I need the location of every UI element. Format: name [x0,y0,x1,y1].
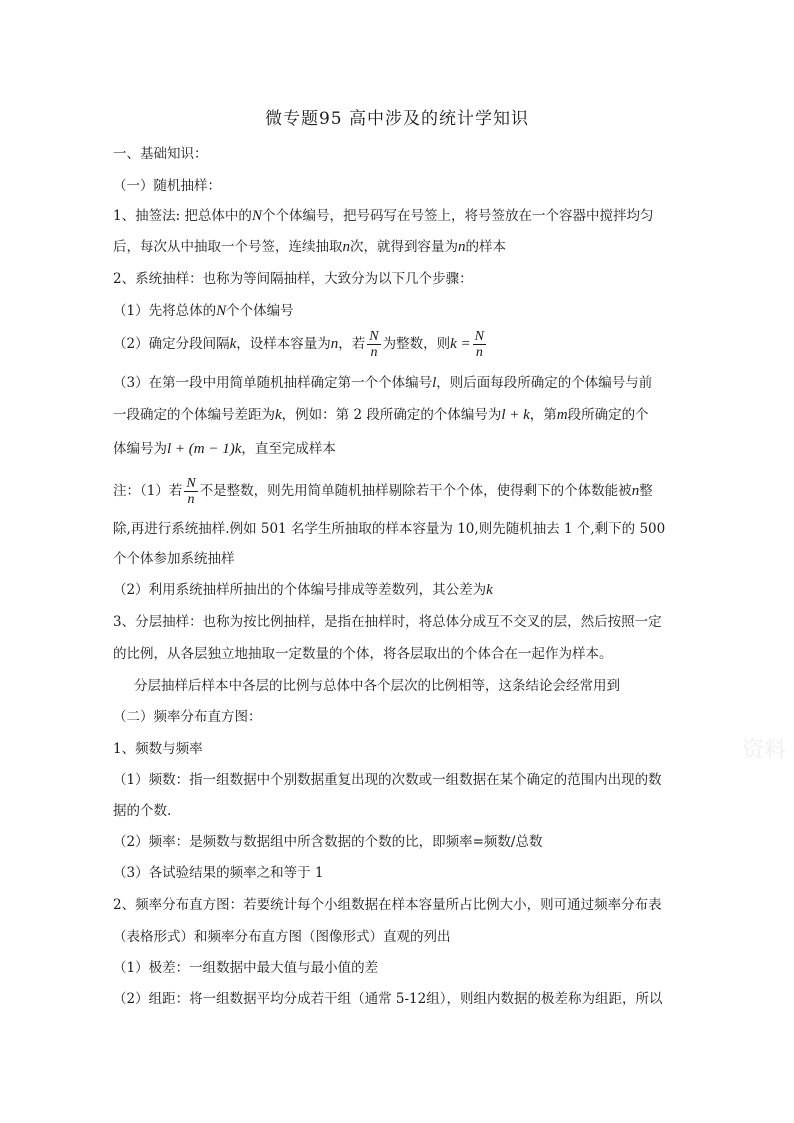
math-l-plus-m-minus-1-k: l + (m − 1)k [167,441,242,457]
paragraph-stratified-2: 的比例，从各层独立地抽取一定数量的个体，将各层取出的个体合在一起作为样本。 [113,646,613,662]
paragraph-histogram-2: （表格形式）和频率分布直方图（图像形式）直观的列出 [113,929,451,945]
math-n: n [458,239,466,255]
document-title: 微专题95 高中涉及的统计学知识 [264,109,530,129]
note-1-line-1: 注：（1）若 $\frac{N}{n}$ 不是整数，则先用简单随机抽样剔除若干个个体，使得剩下的个体数能被n整 [113,476,653,507]
step-3-line-1: （3）在第一段中用简单随机抽样确定第一个个体编号l，则后面每段所确定的个体编号与前 [113,375,653,391]
math-n: n [330,336,339,352]
paragraph-frequency-sum: （3）各试验结果的频率之和等于 1 [113,865,324,881]
math-l: l [432,375,437,391]
math-k: k [229,336,237,352]
paragraph-class-width: （2）组距：将一组数据平均分成若干组（通常 5-12组），则组内数据的极差称为组距，所以 [113,991,663,1007]
step-3-line-2: 一段确定的个体编号差距为k，例如：第 2 段所确定的个体编号为l + k，第m段所确定的个 [113,407,649,423]
fraction-N-over-n: $\frac{N}{n}$ [474,329,484,360]
math-N: N [251,208,262,224]
subsection-random-sampling: （一）随机抽样： [113,178,221,194]
paragraph-frequency-rate: （2）频率：是频数与数据组中所含数据的个数的比，即频率=频数/总数 [113,834,543,850]
step-2: （2）确定分段间隔k，设样本容量为n，若 $\frac{N}{n}$ 为整数，则k = $\frac{N}{n}$ [113,329,484,360]
fraction-N-over-n: $\frac{N}{n}$ [369,329,379,360]
paragraph-frequency-count-1: （1）频数：指一组数据中个别数据重复出现的次数或一组数据在某个确定的范围内出现的数 [113,772,662,788]
math-n: n [342,239,350,255]
subsection-frequency-histogram: （二）频率分布直方图： [113,709,262,725]
paragraph-stratified-1: 3、分层抽样：也称为按比例抽样，是指在抽样时，将总体分成互不交叉的层，然后按照一定 [113,614,662,630]
paragraph-range: （1）极差：一组数据中最大值与最小值的差 [113,960,379,976]
math-k: k [486,582,493,598]
fraction-N-over-n: $\frac{N}{n}$ [186,476,196,507]
math-n: n [631,483,640,499]
math-l-plus-k: l + k [501,407,530,423]
math-k: k [275,407,282,423]
step-3-line-3: 体编号为l + (m − 1)k，直至完成样本 [113,441,336,457]
paragraph-lottery-method-2: 后，每次从中抽取一个号签，连续抽取n次，就得到容量为n的样本 [113,239,506,255]
paragraph-lottery-method-1: 1、抽签法: 把总体中的N个个体编号，把号码写在号签上，将号签放在一个容器中搅拌均匀 [113,208,654,224]
math-m: m [556,407,568,423]
paragraph-stratified-3: 分层抽样后样本中各层的比例与总体中各个层次的比例相等，这条结论会经常用到 [134,678,620,694]
note-1-line-2: 除,再进行系统抽样.例如 501 名学生所抽取的样本容量为 10,则先随机抽去 1 个,剩下的 500 [113,521,666,537]
paragraph-systematic-sampling: 2、系统抽样：也称为等间隔抽样，大致分为以下几个步骤： [113,271,473,287]
watermark-text: 资料 [742,738,787,763]
math-k-equals: k = [450,336,471,352]
paragraph-frequency-count-2: 据的个数. [113,803,172,819]
note-1-line-3: 个个体参加系统抽样 [113,551,235,567]
note-2: （2）利用系统抽样所抽出的个体编号排成等差数列，其公差为k [113,582,493,598]
math-N: N [216,303,227,319]
paragraph-histogram-1: 2、频率分布直方图：若要统计每个小组数据在样本容量所占比例大小，则可通过频率分布表 [113,897,662,913]
section-heading-basics: 一、基础知识： [113,146,208,162]
step-1: （1）先将总体的N个个体编号 [113,303,294,319]
heading-frequency: 1、频数与频率 [113,741,203,757]
